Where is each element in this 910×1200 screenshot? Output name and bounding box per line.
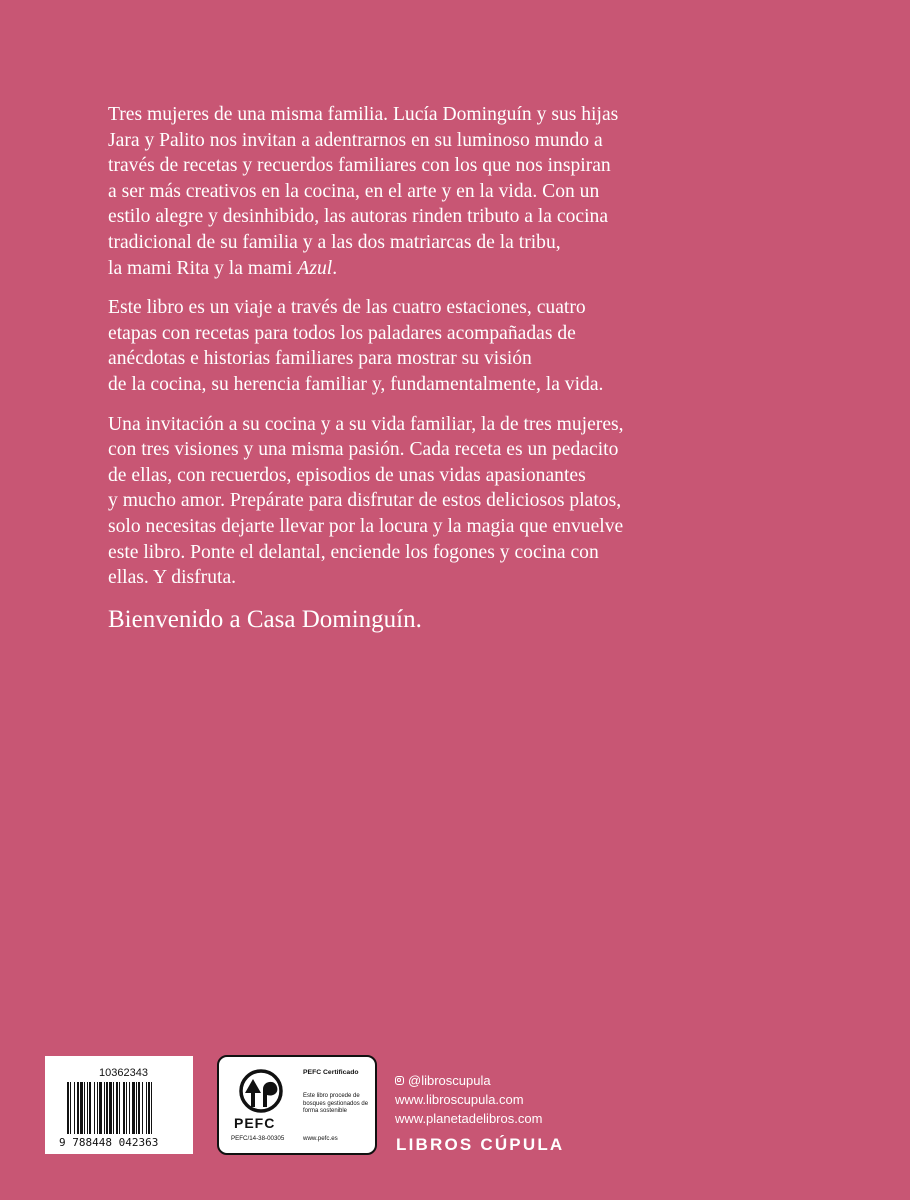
barcode-bar (94, 1082, 95, 1134)
isbn-barcode (45, 1056, 193, 1154)
pefc-description: Este libro procede de bosques gestionados de forma sostenible (303, 1093, 369, 1114)
text-line: través de recetas y recuerdos familiares con los que nos inspiran (108, 155, 611, 177)
pefc-tree-logo-icon (233, 1067, 289, 1115)
paragraph-intro (108, 102, 748, 281)
barcode-code: 10362343 (99, 1067, 148, 1079)
barcode-bar (129, 1082, 130, 1134)
barcode-bar (142, 1082, 143, 1134)
barcode-bar (87, 1082, 88, 1134)
paragraph-invitation (108, 412, 748, 591)
publisher-info (395, 1071, 542, 1128)
text-line: estilo alegre y desinhibido, las autoras rinden tributo a la cocina (108, 206, 609, 228)
barcode-bar (148, 1082, 150, 1134)
text-segment: . (332, 257, 338, 279)
text-line: de la cocina, su herencia familiar y, fundamentalmente, la vida. (108, 373, 604, 395)
barcode-bar (132, 1082, 135, 1134)
welcome-line: Bienvenido a Casa Dominguín. (108, 605, 422, 633)
barcode-bar (89, 1082, 91, 1134)
text-line: de ellas, con recuerdos, episodios de unas vidas apasionantes (108, 464, 586, 486)
text-line: con tres visiones y una misma pasión. Cada receta es un pedacito (108, 439, 619, 461)
text-line: Una invitación a su cocina y a su vida familiar, la de tres mujeres, (108, 413, 624, 435)
text-line: este libro. Ponte el delantal, enciende los fogones y cocina con (108, 541, 599, 563)
text-segment: la mami Rita y la mami (108, 257, 298, 279)
pefc-certified-label: PEFC Certificado (303, 1069, 359, 1076)
text-line (108, 256, 748, 282)
barcode-bar (104, 1082, 105, 1134)
text-line: a ser más creativos en la cocina, en el arte y en la vida. Con un (108, 180, 600, 202)
instagram-handle: @libroscupula (408, 1073, 491, 1088)
website-link: www.planetadelibros.com (395, 1111, 543, 1126)
text-line: y mucho amor. Prepárate para disfrutar de estos deliciosos platos, (108, 490, 622, 512)
barcode-bar (109, 1082, 112, 1134)
pefc-certification (217, 1055, 377, 1155)
barcode-bar (136, 1082, 137, 1134)
barcode-bar (74, 1082, 75, 1134)
barcode-bar (151, 1082, 152, 1134)
text-line: tradicional de su familia y a las dos matriarcas de la tribu, (108, 231, 561, 253)
back-cover-text (108, 102, 748, 635)
instagram-row (395, 1071, 542, 1090)
text-line: anécdotas e historias familiares para mostrar su visión (108, 348, 532, 370)
barcode-bar (146, 1082, 147, 1134)
barcode-bar (116, 1082, 118, 1134)
barcode-bar (77, 1082, 79, 1134)
text-line: Tres mujeres de una misma familia. Lucía Dominguín y sus hijas (108, 104, 619, 125)
barcode-bar (84, 1082, 85, 1134)
barcode-bar (99, 1082, 102, 1134)
barcode-bar (106, 1082, 108, 1134)
barcode-bar (80, 1082, 83, 1134)
italic-text: Azul (297, 257, 333, 279)
text-line: Este libro es un viaje a través de las cuatro estaciones, cuatro (108, 297, 586, 319)
barcode-bar (113, 1082, 114, 1134)
text-line: ellas. Y disfruta. (108, 567, 237, 589)
barcode-bar (67, 1082, 69, 1134)
pefc-license-code: PEFC/14-38-00305 (231, 1135, 285, 1142)
instagram-icon (395, 1076, 404, 1085)
barcode-bar (126, 1082, 127, 1134)
barcode-bar (138, 1082, 140, 1134)
pefc-wordmark: PEFC (234, 1115, 276, 1131)
barcode-bar (123, 1082, 125, 1134)
text-line: solo necesitas dejarte llevar por la locura y la magia que envuelve (108, 515, 624, 537)
barcode-bars (67, 1082, 177, 1134)
barcode-digits: 9 788448 042363 (59, 1136, 159, 1149)
barcode-bar (70, 1082, 71, 1134)
pefc-website: www.pefc.es (303, 1135, 338, 1142)
publisher-logo: LIBROS CÚPULA (396, 1135, 565, 1154)
barcode-bar (97, 1082, 98, 1134)
website-link: www.libroscupula.com (395, 1092, 524, 1107)
text-line: Jara y Palito nos invitan a adentrarnos en su luminoso mundo a (108, 129, 603, 151)
barcode-bar (119, 1082, 120, 1134)
text-line: etapas con recetas para todos los paladares acompañadas de (108, 322, 576, 344)
paragraph-journey (108, 295, 748, 397)
